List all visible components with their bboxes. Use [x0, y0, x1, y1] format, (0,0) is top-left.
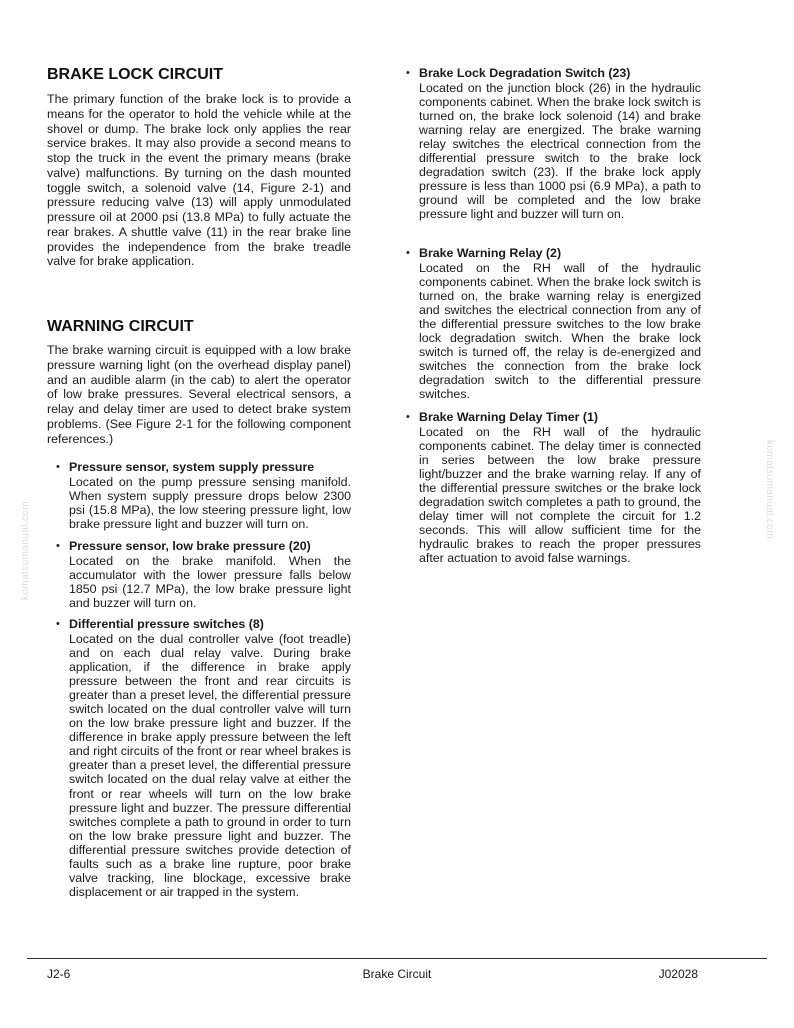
bullet-body: Located on the pump pressure sensing manifold. When system supply pressure drops below 2300 psi (15.8 MPa), the low steering pressure light, low brake pressure light and buzzer will turn on.: [69, 474, 351, 531]
bullet-marker: •: [56, 540, 60, 552]
brake-lock-heading: BRAKE LOCK CIRCUIT: [47, 66, 223, 83]
bullet-body: Located on the brake manifold. When the accumulator with the lower pressure falls below 1850 psi (12.7 MPa), the low brake pressure light and buzzer will turn on.: [69, 553, 351, 610]
footer-doc-code: J02028: [658, 967, 698, 981]
bullet-body: Located on the dual controller valve (foot treadle) and on each dual relay valve. During brake application, if the difference in brake apply pressure between the front and rear circuits is greater than a preset level, the differential pressure switch located on the dual controller valve will turn on the low brake pressure light and buzzer. If the difference in brake apply pressure between the left and right circuits of the front or rear wheel brakes is greater than a preset level, the differential pressure switch located on the dual relay valve at either the front or rear wheels will turn on the low brake pressure light and buzzer. The pressure differential switches complete a path to ground in order to turn on the low brake pressure light and buzzer. The differential pressure switches provide detection of faults such as a brake line rupture, poor brake valve tracking, line blockage, excessive brake displacement or air trapped in the system.: [69, 631, 351, 900]
watermark-right: komatsumanual.com: [764, 440, 775, 540]
brake-lock-paragraph: The primary function of the brake lock is to provide a means for the operator to hold the vehicle while at the shovel or dump. The brake lock only applies the rear service brakes. It may also provide a second means to stop the truck in the event the primary means (brake valve) malfunctions. By turning on the dash mounted toggle switch, a solenoid valve (14, Figure 2-1) and pressure reducing valve (13) will apply unmodulated pressure oil at 2000 psi (13.8 MPa) to fully actuate the rear brakes. A shuttle valve (11) in the rear brake line provides the independence from the brake treadle valve for brake application.: [47, 92, 351, 269]
footer-divider: [27, 958, 767, 959]
footer-title: Brake Circuit: [362, 967, 432, 981]
bullet-marker: •: [56, 618, 60, 630]
warning-heading: WARNING CIRCUIT: [47, 318, 194, 335]
bullet-marker: •: [56, 461, 60, 473]
bullet-body: Located on the RH wall of the hydraulic components cabinet. When the brake lock switch is turned on, the brake warning relay is energized and switches the electrical connection from any of the differential pressure switches to the low brake lock degradation switch. When the brake lock switch is turned off, the relay is de-energized and switches the connection from the brake lock degradation switch to the differential pressure switches.: [419, 260, 701, 402]
bullet-title: Pressure sensor, system supply pressure: [69, 460, 315, 474]
bullet-title: Brake Warning Delay Timer (1): [419, 410, 599, 424]
bullet-delay-timer: [406, 410, 701, 566]
bullet-title: Brake Lock Degradation Switch (23): [419, 66, 631, 80]
warning-paragraph: The brake warning circuit is equipped with a low brake pressure warning light (on the overhead display panel) and an audible alarm (in the cab) to alert the operator of low brake pressures. Several electrical sensors, a relay and delay timer are used to detect brake system problems. (See Figure 2-1 for the following component references.): [47, 343, 351, 446]
bullet-system-supply-sensor: [56, 460, 351, 531]
bullet-marker: •: [406, 67, 410, 79]
bullet-marker: •: [406, 247, 410, 259]
bullet-body: Located on the RH wall of the hydraulic components cabinet. The delay timer is connected in series between the low brake pressure light/buzzer and the brake warning relay. If any of the differential pressure switches or the brake lock degradation switch completes a path to ground, the delay timer will not complete the circuit for 1.2 seconds. This will allow sufficient time for the hydraulic brakes to reach the proper pressures after actuation to avoid false warnings.: [419, 424, 701, 566]
bullet-degradation-switch: [406, 66, 701, 222]
bullet-warning-relay: [406, 246, 701, 402]
bullet-body: Located on the junction block (26) in the hydraulic components cabinet. When the brake lock switch is turned on, the brake lock solenoid (14) and brake warning relay are energized. The brake warning relay switches the electrical connection from the differential pressure switch to the brake lock degradation switch (23). If the brake lock apply pressure is less than 1000 psi (6.9 MPa), a path to ground will be completed and the low brake pressure light and buzzer will turn on.: [419, 80, 701, 222]
bullet-title: Brake Warning Relay (2): [419, 246, 562, 260]
bullet-differential-switches: [56, 617, 351, 900]
bullet-title: Pressure sensor, low brake pressure (20): [69, 539, 311, 553]
footer-page-number: J2-6: [47, 967, 71, 981]
bullet-marker: •: [406, 411, 410, 423]
watermark-left: komatsumanual.com: [20, 500, 31, 600]
bullet-title: Differential pressure switches (8): [69, 617, 264, 631]
bullet-low-brake-sensor: [56, 539, 351, 610]
